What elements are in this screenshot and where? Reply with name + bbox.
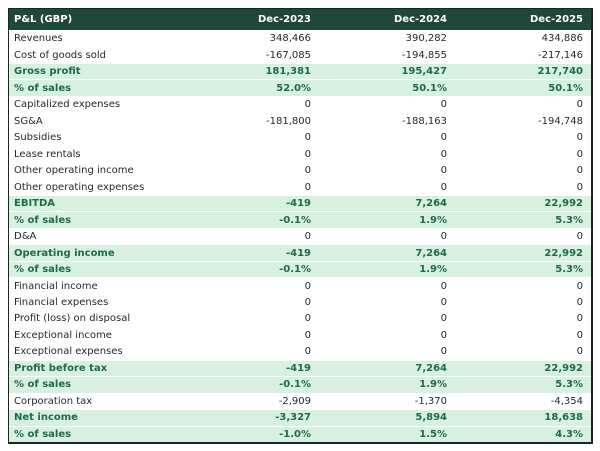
header-col-dec-2025: Dec-2025 <box>530 14 583 25</box>
row-label: Subsidies <box>14 132 62 144</box>
row-value: 0 <box>576 346 583 358</box>
header-col-dec-2024: Dec-2024 <box>394 14 447 25</box>
row-value: -194,748 <box>538 115 583 127</box>
row-value: 7,264 <box>415 198 447 210</box>
table-body <box>9 30 591 442</box>
row-value: 0 <box>304 132 311 144</box>
table-row <box>9 63 591 79</box>
row-value: 0 <box>576 329 583 341</box>
row-label: Gross profit <box>14 66 81 78</box>
row-value: 0 <box>576 280 583 292</box>
row-label: Operating income <box>14 247 115 259</box>
table-row <box>9 393 591 409</box>
row-value: 0 <box>440 148 447 160</box>
row-label: Capitalized expenses <box>14 99 121 111</box>
row-value: -2,909 <box>278 395 311 407</box>
row-label: % of sales <box>14 214 72 226</box>
row-label: Financial income <box>14 280 98 292</box>
row-label: Exceptional income <box>14 329 112 341</box>
table-row <box>9 310 591 326</box>
row-label: % of sales <box>14 264 72 276</box>
row-value: -419 <box>285 247 311 259</box>
row-value: 0 <box>304 313 311 325</box>
table-row <box>9 145 591 161</box>
row-label: Corporation tax <box>14 395 93 407</box>
row-label: % of sales <box>14 428 72 440</box>
row-label: Profit (loss) on disposal <box>14 313 131 325</box>
table-row <box>9 426 591 442</box>
row-value: 0 <box>304 346 311 358</box>
row-value: 0 <box>440 132 447 144</box>
table-header-row <box>9 9 591 30</box>
row-value: 5,894 <box>415 412 447 424</box>
row-label: Financial expenses <box>14 296 109 308</box>
row-value: 181,381 <box>265 66 311 78</box>
row-value: 0 <box>440 280 447 292</box>
row-label: Profit before tax <box>14 362 108 374</box>
row-value: 0 <box>440 165 447 177</box>
row-value: -188,163 <box>402 115 447 127</box>
table-row <box>9 129 591 145</box>
table-row <box>9 409 591 425</box>
row-value: 18,638 <box>544 412 583 424</box>
row-value: -0.1% <box>279 379 311 391</box>
table-row <box>9 46 591 62</box>
row-value: 0 <box>440 313 447 325</box>
row-value: 390,282 <box>405 33 447 45</box>
table-row <box>9 294 591 310</box>
row-value: 0 <box>304 296 311 308</box>
row-value: -181,800 <box>266 115 311 127</box>
table-row <box>9 30 591 46</box>
row-value: -1,370 <box>414 395 447 407</box>
row-value: 0 <box>576 231 583 243</box>
row-value: -167,085 <box>266 49 311 61</box>
row-value: -419 <box>285 198 311 210</box>
table-row <box>9 244 591 260</box>
row-value: -217,146 <box>538 49 583 61</box>
row-value: 0 <box>576 165 583 177</box>
row-value: 217,740 <box>537 66 583 78</box>
row-value: 50.1% <box>548 82 583 94</box>
row-value: 22,992 <box>544 198 583 210</box>
row-label: Net income <box>14 412 78 424</box>
row-value: 0 <box>304 165 311 177</box>
row-value: 1.9% <box>419 214 447 226</box>
table-row <box>9 162 591 178</box>
row-value: 4.3% <box>555 428 583 440</box>
table-row <box>9 96 591 112</box>
table-row <box>9 79 591 95</box>
row-value: -194,855 <box>402 49 447 61</box>
row-value: 0 <box>440 181 447 193</box>
row-value: -1.0% <box>279 428 311 440</box>
row-value: -0.1% <box>279 214 311 226</box>
row-label: Revenues <box>14 33 63 45</box>
row-value: 0 <box>576 181 583 193</box>
table-row <box>9 112 591 128</box>
table-row <box>9 376 591 392</box>
row-value: 1.5% <box>419 428 447 440</box>
row-value: 0 <box>304 148 311 160</box>
row-value: 1.9% <box>419 264 447 276</box>
pnl-statement-table <box>8 8 593 444</box>
table-row <box>9 360 591 376</box>
table-row <box>9 343 591 359</box>
row-value: 0 <box>304 231 311 243</box>
row-value: -4,354 <box>550 395 583 407</box>
row-value: 50.1% <box>412 82 447 94</box>
row-value: 22,992 <box>544 247 583 259</box>
row-label: Other operating expenses <box>14 181 145 193</box>
row-value: 0 <box>576 313 583 325</box>
row-value: 0 <box>440 346 447 358</box>
row-value: 0 <box>304 181 311 193</box>
row-value: 195,427 <box>401 66 447 78</box>
row-label: Other operating income <box>14 165 134 177</box>
table-row <box>9 195 591 211</box>
row-value: 0 <box>440 99 447 111</box>
table-row <box>9 178 591 194</box>
row-value: 348,466 <box>269 33 311 45</box>
row-value: -419 <box>285 362 311 374</box>
row-label: % of sales <box>14 82 72 94</box>
row-value: 22,992 <box>544 362 583 374</box>
row-value: 5.3% <box>555 214 583 226</box>
row-label: Cost of goods sold <box>14 49 107 61</box>
table-row <box>9 327 591 343</box>
row-label: Lease rentals <box>14 148 81 160</box>
table-row <box>9 277 591 293</box>
row-value: 0 <box>304 329 311 341</box>
row-value: -3,327 <box>275 412 311 424</box>
table-row <box>9 211 591 227</box>
row-label: SG&A <box>14 115 43 127</box>
row-value: 5.3% <box>555 264 583 276</box>
row-value: 0 <box>576 99 583 111</box>
row-value: 0 <box>304 99 311 111</box>
header-col-dec-2023: Dec-2023 <box>258 14 311 25</box>
row-value: 52.0% <box>276 82 311 94</box>
row-value: 0 <box>304 280 311 292</box>
row-value: -0.1% <box>279 264 311 276</box>
row-value: 0 <box>576 132 583 144</box>
row-label: EBITDA <box>14 198 56 210</box>
row-value: 5.3% <box>555 379 583 391</box>
row-value: 7,264 <box>415 362 447 374</box>
table-row <box>9 261 591 277</box>
row-value: 0 <box>440 231 447 243</box>
row-value: 0 <box>576 148 583 160</box>
row-value: 434,886 <box>541 33 583 45</box>
row-label: Exceptional expenses <box>14 346 123 358</box>
row-value: 7,264 <box>415 247 447 259</box>
row-value: 0 <box>440 296 447 308</box>
row-label: % of sales <box>14 379 72 391</box>
row-value: 0 <box>576 296 583 308</box>
row-label: D&A <box>14 231 37 243</box>
row-value: 1.9% <box>419 379 447 391</box>
header-pnl-gbp-label: P&L (GBP) <box>14 14 73 25</box>
row-value: 0 <box>440 329 447 341</box>
table-row <box>9 228 591 244</box>
